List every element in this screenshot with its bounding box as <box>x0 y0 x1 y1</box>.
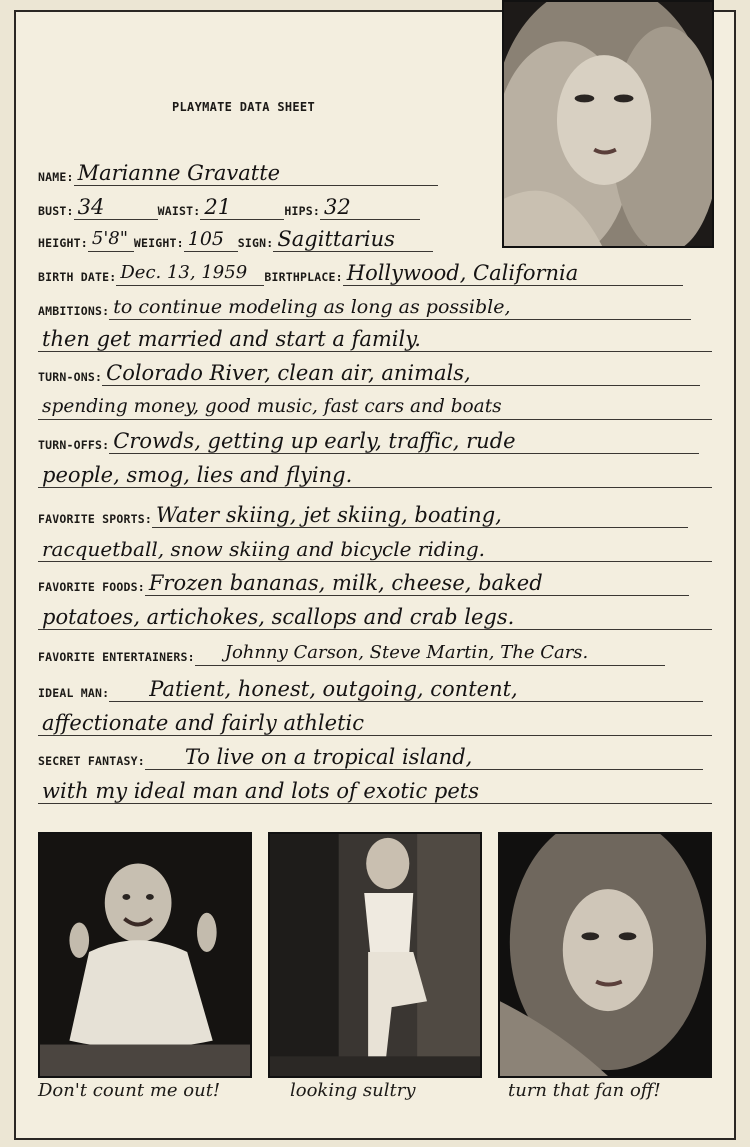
sign-label: SIGN: <box>237 236 274 250</box>
ambitions-line-1: to continue modeling as long as possible, <box>109 295 691 320</box>
weight-value: 105 <box>184 227 238 252</box>
turn-ons-line-1: Colorado River, clean air, animals, <box>102 361 700 386</box>
turn-ons-row <box>38 356 750 386</box>
ideal-man-line-1: Patient, honest, outgoing, content, <box>109 677 703 702</box>
sports-line-1: Water skiing, jet skiing, boating, <box>152 503 688 528</box>
height-weight-row <box>38 222 750 252</box>
ideal-man-line-2: affectionate and fairly athletic <box>38 706 712 736</box>
turn-ons-label: TURN-ONS: <box>38 370 103 384</box>
waist-value: 21 <box>200 195 284 220</box>
foods-line-2: potatoes, artichokes, scallops and crab legs. <box>38 600 712 630</box>
name-label: NAME: <box>38 170 74 184</box>
name-row <box>38 156 750 186</box>
fantasy-line-1: To live on a tropical island, <box>145 745 703 770</box>
caption-full-length: looking sultry <box>290 1080 416 1101</box>
full-length-photo <box>268 832 482 1078</box>
page-title: PLAYMATE DATA SHEET <box>172 100 315 114</box>
foods-label: FAVORITE FOODS: <box>38 580 145 594</box>
face-photo <box>498 832 712 1078</box>
birth-date-label: BIRTH DATE: <box>38 270 117 284</box>
caption-face: turn that fan off! <box>508 1080 661 1101</box>
ambitions-line-2: then get married and start a family. <box>38 322 712 352</box>
turn-offs-line-2: people, smog, lies and flying. <box>38 458 712 488</box>
birth-date-value: Dec. 13, 1959 <box>116 261 264 286</box>
height-label: HEIGHT: <box>38 236 88 250</box>
sign-value: Sagittarius <box>273 227 433 252</box>
entertainers-value: Johnny Carson, Steve Martin, The Cars. <box>195 641 665 666</box>
sports-line-2: racquetball, snow skiing and bicycle riding. <box>38 532 712 562</box>
sports-label: FAVORITE SPORTS: <box>38 512 152 526</box>
fantasy-label: SECRET FANTASY: <box>38 754 145 768</box>
ideal-man-label: IDEAL MAN: <box>38 686 110 700</box>
height-value: 5'8" <box>88 227 134 252</box>
bust-value: 34 <box>74 195 158 220</box>
turn-offs-row <box>38 424 750 454</box>
weight-label: WEIGHT: <box>133 236 184 250</box>
fantasy-row <box>38 740 750 770</box>
foods-line-1: Frozen bananas, milk, cheese, baked <box>145 571 689 596</box>
entertainers-label: FAVORITE ENTERTAINERS: <box>38 650 195 664</box>
ideal-man-row <box>38 672 750 702</box>
name-value: Marianne Gravatte <box>74 161 438 186</box>
birthplace-label: BIRTHPLACE: <box>264 270 343 284</box>
hips-label: HIPS: <box>284 204 320 218</box>
turn-ons-line-2: spending money, good music, fast cars and boats <box>38 390 712 420</box>
ambitions-row <box>38 290 750 320</box>
hips-value: 32 <box>320 195 420 220</box>
fantasy-line-2: with my ideal man and lots of exotic pets <box>38 774 712 804</box>
turn-offs-label: TURN-OFFS: <box>38 438 110 452</box>
caption-baby: Don't count me out! <box>38 1080 221 1101</box>
sports-row <box>38 498 750 528</box>
birthplace-value: Hollywood, California <box>343 261 683 286</box>
turn-offs-line-1: Crowds, getting up early, traffic, rude <box>109 429 699 454</box>
ambitions-label: AMBITIONS: <box>38 304 110 318</box>
waist-label: WAIST: <box>157 204 201 218</box>
entertainers-row <box>38 636 750 666</box>
measurements-row <box>38 190 750 220</box>
baby-photo <box>38 832 252 1078</box>
foods-row <box>38 566 750 596</box>
birth-row <box>38 256 750 286</box>
bust-label: BUST: <box>38 204 74 218</box>
